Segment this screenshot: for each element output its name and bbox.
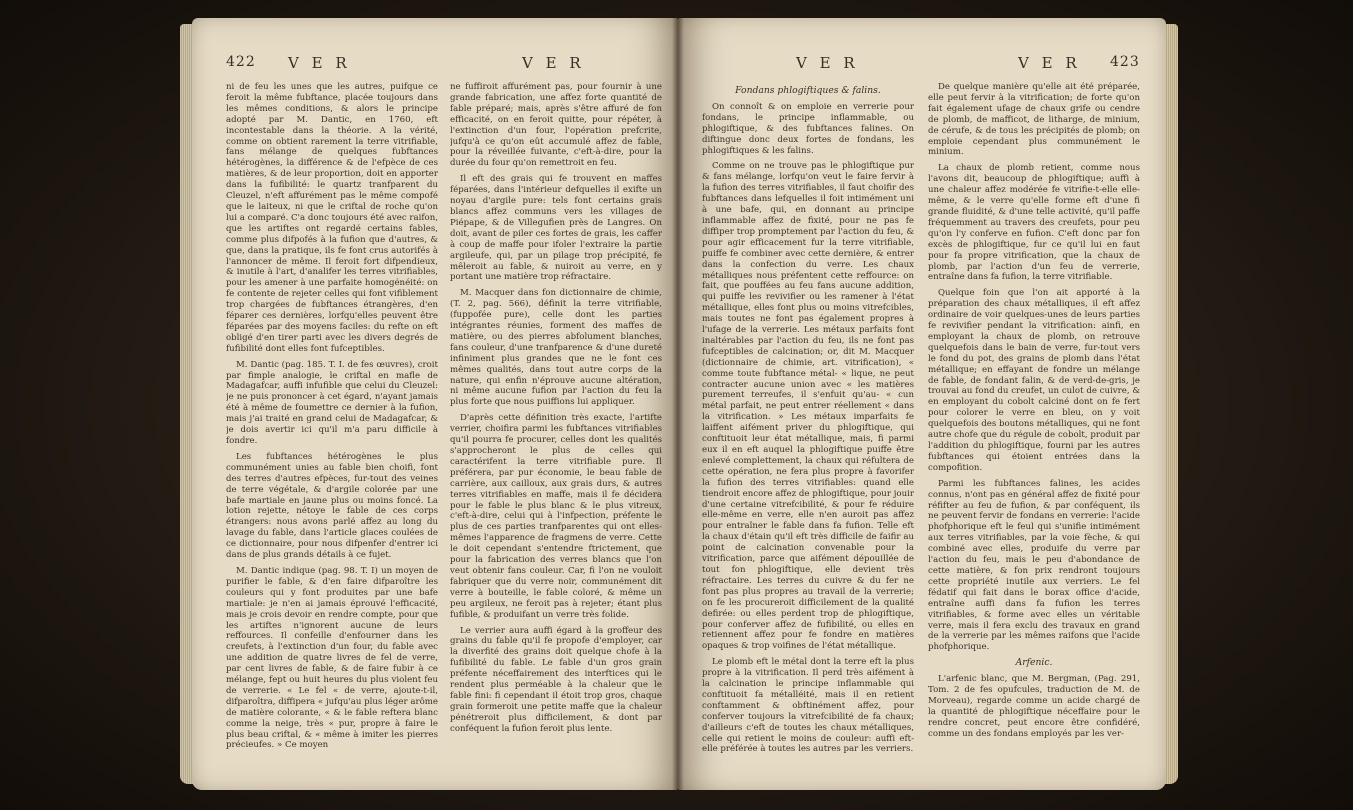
left-running-head-2: V E R	[522, 54, 585, 72]
right-page-header	[678, 54, 1166, 76]
left-page	[192, 18, 678, 790]
paragraph: La chaux de plomb retient, comme nous l'avons dit, beaucoup de phlogiftique; auffi à une chaleur affez modérée fe vitrifie-t-elle elle-même, & le verre qu'elle forme eft d'une fi grande fluidité, & d'une telle activité, qu'il paffe fréquemment au travers des creufets, pour peu qu'on l'y conferve en fufion. C'eft donc par fon excès de phlogiftique, fur ce qu'il lui en faut pour fa propre vitrification, que la chaux de plomb, par l'action d'un feu de verrerie, entraîne dans fa fufion, la terre vitrifiable.	[928, 163, 1140, 283]
right-page-number: 423	[1110, 54, 1140, 70]
right-running-head-2: V E R	[1018, 54, 1081, 72]
paragraph: Comme on ne trouve pas le phlogiftique pur & fans mélange, lorfqu'on veut le faire fervir à la fufion des terres vitrifiables, il faut choifir des fubftances dans lefquelles il foit intimément uni à une bafe, qui, en donnant au principe inflammable affez de fixité, pour ne pas fe diffiper trop promptement par l'action du feu, & pour agir efficacement fur la terre vitrifiable, puiffe fe combiner avec cette dernière, & entrer dans la confection du verre. Les chaux métalliques nous préfentent cette reffource: on fait, que pouffées au feu fans aucune addition, qui puiffe les revivifier ou les ramener à l'état métallique, elles font plus ou moins vitrefcibles, mais toutes ne font pas également propres à l'ufage de la verrerie. Les métaux parfaits font inaltérables par l'action du feu, ils ne font pas fufceptibles de calcination; or, dit M. Macquer (dictionnaire de chimie, art. vitrification), « comme toute fubftance métal- « lique, ne peut contracter aucune union avec « les matières purement terreufes, il s'enfuit qu'au- « cun métal parfait, ne peut entrer réellement « dans la vitrification. » Les métaux imparfaits fe laiffent aifément priver du phlogiftique, qui conftituoit leur état métallique, mais, fi parmi eux il en eft auquel la phlogiftique puiffe être enlevé complettement, la chaux qui réfultera de cette opération, ne fera plus propre à favorifer la fufion des terres vitrifiables: quand elle tiendroit encore affez de phlogiftique, pour jouir d'une certaine vitrefcibilité, & pour fe réduire elle-même en verre, elle n'en auroit pas affez pour entraîner le fable dans fa fufion. Telle eft la chaux d'étain qu'il eft très difficile de faifir au point de calcination convenable pour la vitrification, parce que aifément dépouillée de tout fon phlogiftique, elle devient très réfractaire. Les terres du cuivre & du fer ne font pas plus propres au travail de la verrerie; on fe les procureroit difficilement de la qualité defirée: ou elles perdent trop de phlogiftique, pour conferver affez de fufibilité, ou elles en retiennent affez pour fe fondre en matières opaques & trop voifines de l'état métallique.	[702, 161, 914, 652]
paragraph: M. Dantic (pag. 185. T. I. de fes œuvres), croit par fimple analogie, le criftal en mafle de Madagafcar, auffi infufible que celui du Cleuzel: je ne puis prononcer à cet égard, n'ayant jamais été à même de foumettre ce dernier à la fufion, mais j'ai traité en grand celui de Madagafcar, & je dois avertir ici qu'il m'a paru difficile à fondre.	[226, 359, 438, 446]
paragraph: ne fuffiroit affurément pas, pour fournir à une grande fabrication, une affez forte quantité de fable préparé; mais, après s'être affuré de fon efficacité, on en feroit quitte, pour répéter, à l'extinction d'un four, l'opération prefcrite, jufqu'à ce qu'on eût accumulé affez de fable, pour la réveillée fuivante, c'eft-à-dire, pour la durée du four qu'on remettroit en feu.	[450, 82, 662, 169]
paragraph: M. Macquer dans fon dictionnaire de chimie, (T. 2, pag. 566), définit la terre vitrifiable, (fuppofée pure), celle dont les parties intégrantes réunies, forment des maffes de matière, ou des pierres abfolument blanches, fans couleur, d'une tranfparence & d'une dureté infiniment plus grandes que ne le font ces mêmes qualités, dans tout autre corps de la nature, qui enfin n'éprouve aucune altération, ni même aucune fufion par l'action du feu la plus forte que nous puiffions lui appliquer.	[450, 288, 662, 408]
right-running-head-1: V E R	[796, 54, 859, 72]
paragraph: Parmi les fubftances falines, les acides connus, n'ont pas en général affez de fixité pour réfifter au feu de fufion, & par conféquent, ils ne peuvent fervir de fondans en verrerie: l'acide phofphorique eft le feul qui s'unifie intimément aux terres vitrifiables, par la voie fèche, & qui combiné avec elles, produife du verre par l'action du feu, mais le peu d'abondance de cette matière, & fon prix rendront toujours cette propriété inutile aux verriers. Le fel fédatif qui fait dans le borax office d'acide, entraîne auffi dans fa fufion les terres vitrifiables, & forme avec elles un véritable verre, mais il fera exclu des travaux en grand de la verrerie par les mêmes raifons que l'acide phofphorique.	[928, 478, 1140, 653]
right-column-1	[702, 82, 914, 772]
paragraph: ni de feu les unes que les autres, puifque ce feroit la même fubftance, placée toujours dans les mêmes conditions, & alors le principe adopté par M. Dantic, en 1760, eft incontestable dans la théorie. A la vérité, comme on obtient rarement la terre vitrifiable, fans mélange de quelques fubftances hétérogènes, la différence & de l'efpèce de ces matières, & de leur proportion, doit en apporter dans la fufibilité: le quartz tranfparent du Cleuzel, n'eft affurément pas le même compofé que le laiteux, ni que le criftal de roche qu'on lui a comparé. C'a donc toujours été avec raifon, que les artiftes ont regardé certains fables, comme plus difpofés à la fufion que d'autres, & que, dans la pratique, ils fe font crus autorifés à l'annoncer de même. Il feroit fort difpendieux, & inutile à l'art, d'analifer les terres vitrifiables, pour les amener à une parfaite homogénéité: on fe contente de rejeter celles qui font vifiblement trop chargées de fubftances étrangères, d'en féparer ces dernières, lorfqu'elles peuvent être féparées par des moyens faciles: du refte on eft obligé d'en tirer parti avec les divers degrés de fufibilité dont elles font fufceptibles.	[226, 82, 438, 354]
left-column-1	[226, 82, 438, 772]
right-column-2	[928, 82, 1140, 772]
paragraph: M. Dantic indique (pag. 98. T. I) un moyen de purifier le fable, & d'en faire difparoître les couleurs qui y font produites par une bafe martiale: je n'en ai jamais éprouvé l'efficacité, mais je crois devoir en rendre compte, pour que les artiftes n'ignorent aucune de leurs reffources. Il confeille d'enfourner dans les creufets, à l'extinction d'un four, du fable avec une addition de quatre livres de fel de verre, par cent livres de fable, & de faire fubir à ce mélange, fept ou huit heures du plus violent feu de verrerie. « Le fel « de verre, ajoute-t-il, difparoîtra, diffipera « jufqu'au plus léger arôme de matière colorante, « & le fable reftera blanc comme la neige, très « pur, propre à faire le plus beau criftal, & « même à imiter les pierres précieufes. » Ce moyen	[226, 565, 438, 751]
paragraph: L'arfenic blanc, que M. Bergman, (Pag. 291, Tom. 2 de fes opufcules, traduction de M. de Morveau), regarde comme un acide chargé de la quantité de phlogiftique néceffaire pour le rendre concret, peut encore être confidéré, comme un des fondans employés par les ver-	[928, 674, 1140, 739]
paragraph: D'après cette définition très exacte, l'artifte verrier, choifira parmi les fubftances vitrifiables qu'il pourra fe procurer, celles dont les qualités s'approcheront le plus de celles qui caractérifent la terre vitrifiable pure. Il préférera, par pur économie, le beau fable de carrière, aux cailloux, aux grais durs, & autres terres vitrifiables en maffe, mais il fe décidera pour le fable le plus blanc & le plus vitreux, c'eft-à-dire, celui qui à l'infpection, préfente le plus de ces parties tranfparentes qui ont elles-mêmes l'apparence de fragmens de verre. Cette le doit cependant s'entendre ftrictement, que pour la fabrication des verres blancs que l'on veut obtenir fans couleur. Car, fi l'on ne vouloit fabriquer que du verre noir, communément dit verre à bouteille, le fable coloré, & même un peu argileux, ne feroit pas à rejeter; étant plus fufible, & produifant un verre très folide.	[450, 413, 662, 620]
paragraph: Les fubftances hétérogènes le plus communément unies au fable bien choifi, font des terres d'autres efpèces, fur-tout des veines de terre végétale, & d'argile colorée par une bafe martiale en jaune plus ou moins foncé. La lotion rejette, nétoye le fable de ces corps étrangers: nous avons parlé affez au long du lavage du fable, dans l'article glaces coulées de ce dictionnaire, pour nous difpenfer d'entrer ici dans de plus grands détails à ce fujet.	[226, 451, 438, 561]
book-gutter	[672, 18, 684, 790]
left-column-2	[450, 82, 662, 772]
section-heading: Arfenic.	[1015, 657, 1053, 669]
paragraph: Le verrier aura auffi égard à la groffeur des grains du fable qu'il fe propofe d'employer, car la diverfité des grains doit quelque chofe à la fufibilité du fable. Le fable d'un gros grain préfente néceffairement des interftices qui le rendent plus perméable à la chaleur que le fable fini: fi cependant il étoit trop gros, chaque grain formeroit une petite maffe que la chaleur pénétreroit plus difficilement, & dont par conféquent la fufion feroit plus lente.	[450, 625, 662, 734]
left-page-header	[192, 54, 678, 76]
paragraph: Le plomb eft le métal dont la terre eft la plus propre à la vitrification. Il perd très aifément à la calcination le principe inflammable qui conftituoit fa métalléité, mais il en retient conftamment & obftinément affez, pour conferver toujours la vitrefcibilité de fa chaux; d'ailleurs c'eft de toutes les chaux métalliques, celle qui retient le moins de couleur: auffi eft-elle préférée à toutes les autres par les verriers.	[702, 657, 914, 755]
paragraph: De quelque manière qu'elle ait été préparée, elle peut fervir à la vitrification; de forte qu'on fait également ufage de chaux grife ou cendre de plomb, de mafficot, de litharge, de minium, de cérufe, & de tous les précipités de plomb; on emploie cependant plus communément le minium.	[928, 82, 1140, 158]
right-page	[678, 18, 1166, 790]
left-page-number: 422	[226, 54, 256, 70]
page-edges-right	[1164, 24, 1178, 784]
paragraph: On connoît & on emploie en verrerie pour fondans, le principe inflammable, ou phlogiftique, & des fubftances falines. On diftingue donc deux fortes de fondans, les phlogiftiques & les falins.	[702, 101, 914, 156]
left-running-head-1: V E R	[288, 54, 351, 72]
paragraph: Il eft des grais qui fe trouvent en maffes féparées, dans l'intérieur defquelles il exifte un noyau d'argile pure: tels font certains grais blancs affez communs vers les villages de Piépape, & de Villegufien près de Langres. On doit, avant de piler ces fortes de grais, les caffer à coup de maffe pour ifoler l'extraire la partie argileufe, qui, par un pilage trop précipité, fe mêleroit au fable, & nuiroit au verre, en y portant une matière trop réfractaire.	[450, 174, 662, 283]
section-heading: Fondans phlogiftiques & falins.	[735, 85, 881, 96]
paragraph: Quelque foin que l'on ait apporté à la préparation des chaux métalliques, il eft affez ordinaire de voir quelques-unes de leurs parties fe revivifier pendant la vitrification: ainfi, en employant la chaux de plomb, on retrouve quelquefois dans le bain de verre, fur-tout vers le fond du pot, des grains de plomb dans l'état métallique; en effayant de fondre un mélange de fable, de fondant falin, & de verd-de-gris, je trouvai au fond du creufet, un culot de cuivre, & en employant du cobolt calciné dont on fe fert pour colorer le verre en bleu, on y voit quelquefois des boutons métalliques, qui ne font autre chofe que du régule de cobolt, produit par l'addition du phlogiftique, fourni par les autres fubftances qui étoient entrées dans la compofition.	[928, 288, 1140, 473]
